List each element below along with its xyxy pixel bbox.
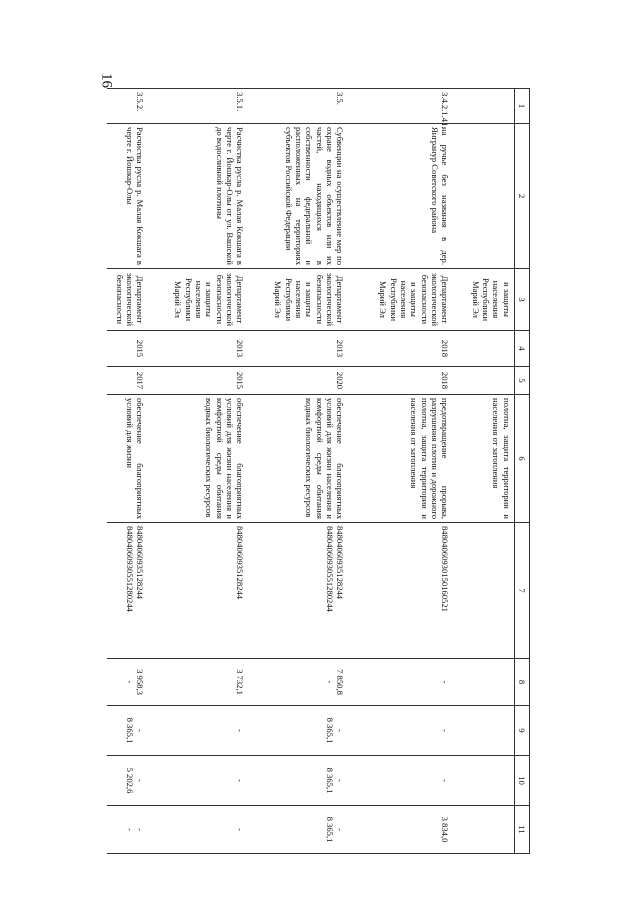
row-code <box>452 89 514 124</box>
row-value-col9: - 8 365,1 <box>247 706 347 756</box>
row-department: Департамент экологической безопасности и защиты населения Республики Марий Эл <box>147 269 247 331</box>
header-cell: 3 <box>514 269 529 331</box>
row-value-col10: - 5 202,6 <box>107 756 147 806</box>
row-kbk: 84804060935128244 84804060930551280244 <box>247 523 347 659</box>
row-end-year: 2015 <box>147 367 247 395</box>
header-cell: 6 <box>514 395 529 523</box>
row-name: на ручье без названия в дер. Янгранур Советского района <box>347 124 452 269</box>
program-table <box>107 88 530 854</box>
row-value-col8: - <box>347 659 452 706</box>
row-department: и защиты населения Республики Марий Эл <box>452 269 514 331</box>
header-row <box>514 89 529 854</box>
header-cell: 10 <box>514 756 529 806</box>
row-name: Субвенции на осуществление мер по охране водных объектов или их частей, находящихся в собственности федеральной и расположенных на территориях субъектов Российской Федерации <box>247 124 347 269</box>
row-value-col11: - - <box>107 806 147 854</box>
row-code: 3.5.2. <box>107 89 147 124</box>
row-value-col11 <box>452 806 514 854</box>
row-name: Расчистка русла р. Малая Кокшага в черте г. Йошкар-Олы <box>107 124 147 269</box>
row-value-col10: - <box>347 756 452 806</box>
row-name: Расчистка русла р. Малая Кокшага в черте г. Йошкар-Олы от ул. Вашской до водосливной плотины <box>147 124 247 269</box>
row-end-year <box>452 367 514 395</box>
row-value-col8: 7 850,8 - <box>247 659 347 706</box>
row-start-year: 2018 <box>347 331 452 367</box>
row-value-col9: - 8 365,1 <box>107 706 147 756</box>
row-goal: обеспечение благоприятных условий для жизни населения и комфортной среды обитания водных биологических ресурсов <box>247 395 347 523</box>
row-code: 3.5.1. <box>147 89 247 124</box>
row-value-col10: - 8 365,1 <box>247 756 347 806</box>
row-department: Департамент экологической безопасности и защиты населения Республики Марий Эл <box>247 269 347 331</box>
row-department: Департамент экологической безопасности <box>107 269 147 331</box>
row-value-col9 <box>452 706 514 756</box>
row-start-year: 2013 <box>247 331 347 367</box>
row-end-year: 2017 <box>107 367 147 395</box>
row-goal: обеспечение благоприятных условий для жизни населения и комфортной среды обитания водных биологических ресурсов <box>147 395 247 523</box>
table-row <box>107 89 147 854</box>
row-end-year: 2018 <box>347 367 452 395</box>
row-value-col9: - <box>347 706 452 756</box>
row-goal: предотвращение прорыва, разрушения плотин и дорожного полотна, защита территории и населения от затопления <box>347 395 452 523</box>
header-cell: 4 <box>514 331 529 367</box>
row-end-year: 2020 <box>247 367 347 395</box>
header-cell: 9 <box>514 706 529 756</box>
row-goal: полотна, защита территории и населения от затопления <box>452 395 514 523</box>
header-cell: 11 <box>514 806 529 854</box>
row-value-col11: - 8 365,1 <box>247 806 347 854</box>
header-cell: 5 <box>514 367 529 395</box>
row-name <box>452 124 514 269</box>
row-kbk: 84804060930150160521 <box>347 523 452 659</box>
row-start-year: 2013 <box>147 331 247 367</box>
row-code: 3.5. <box>247 89 347 124</box>
table-row <box>452 89 514 854</box>
row-value-col8: 3 958,3 - <box>107 659 147 706</box>
row-value-col8: 3 732,1 <box>147 659 247 706</box>
row-value-col8 <box>452 659 514 706</box>
row-value-col11: 3 834,0 <box>347 806 452 854</box>
row-value-col10 <box>452 756 514 806</box>
row-code: 3.4.2.1.41. <box>347 89 452 124</box>
table-row <box>247 89 347 854</box>
table-row <box>147 89 247 854</box>
page-number: 16 <box>98 73 115 88</box>
header-cell: 1 <box>514 89 529 124</box>
table-row <box>347 89 452 854</box>
header-cell: 7 <box>514 523 529 659</box>
row-department: Департамент экологической безопасности и защиты населения Республики Марий Эл <box>347 269 452 331</box>
row-value-col10: - <box>147 756 247 806</box>
header-cell: 8 <box>514 659 529 706</box>
row-goal: обеспечение благоприятных условий для жизни <box>107 395 147 523</box>
row-kbk: 84804060935128244 <box>147 523 247 659</box>
row-value-col11: - <box>147 806 247 854</box>
row-value-col9: - <box>147 706 247 756</box>
header-cell: 2 <box>514 124 529 269</box>
row-start-year: 2015 <box>107 331 147 367</box>
row-start-year <box>452 331 514 367</box>
rotated-table-container <box>115 88 530 853</box>
row-kbk: 84804060935128244 84804060930551280244 <box>107 523 147 659</box>
row-kbk <box>452 523 514 659</box>
